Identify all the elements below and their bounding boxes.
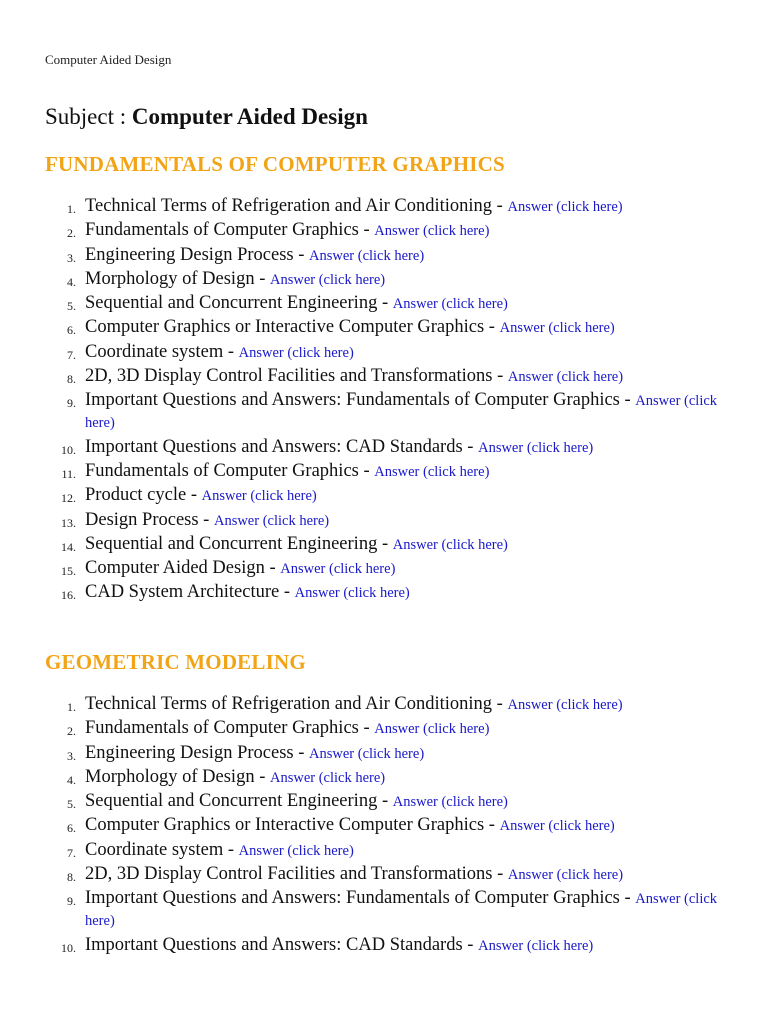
list-item: [0, 245, 768, 267]
answer-link[interactable]: Answer (click here): [499, 320, 615, 337]
item-number: 4.: [67, 772, 76, 787]
list-item: [0, 485, 768, 507]
item-number: 12.: [61, 491, 76, 506]
topic-list-geometric-modeling: [0, 694, 768, 959]
answer-link[interactable]: Answer (click here): [392, 794, 508, 811]
list-item: [0, 888, 768, 932]
item-title: Morphology of Design -: [85, 268, 270, 289]
answer-link[interactable]: Answer (click here): [309, 247, 425, 264]
list-item: [0, 510, 768, 532]
item-title: 2D, 3D Display Control Facilities and Transformations -: [85, 366, 508, 387]
item-number: 2.: [67, 226, 76, 241]
list-item: [0, 743, 768, 765]
item-number: 5.: [67, 797, 76, 812]
item-title: Important Questions and Answers: Fundamentals of Computer Graphics -: [85, 390, 636, 411]
item-title: Morphology of Design -: [85, 766, 270, 787]
answer-link[interactable]: Answer (click here): [374, 721, 490, 738]
item-title: 2D, 3D Display Control Facilities and Transformations -: [85, 864, 508, 885]
list-item: [0, 558, 768, 580]
topic-list-fundamentals: [0, 196, 768, 607]
item-number: 2.: [67, 724, 76, 739]
answer-link[interactable]: Answer (click here): [478, 937, 594, 954]
item-title: Engineering Design Process -: [85, 742, 310, 763]
list-item: [0, 196, 768, 218]
answer-link[interactable]: Answer (click here): [392, 536, 508, 553]
item-number: 5.: [67, 299, 76, 314]
answer-link[interactable]: Answer (click here): [507, 199, 623, 215]
answer-link[interactable]: Answer (click here): [374, 463, 490, 480]
item-number: 4.: [67, 274, 76, 289]
answer-link[interactable]: Answer (click here): [269, 271, 386, 288]
section-title-fundamentals: FUNDAMENTALS OF COMPUTER GRAPHICS: [45, 152, 505, 176]
subject-name: Computer Aided Design: [131, 104, 368, 129]
item-number: 13.: [61, 515, 76, 530]
list-item: [0, 694, 768, 716]
page-header: Computer Aided Design: [45, 52, 172, 67]
item-title: Coordinate system -: [85, 341, 239, 362]
item-number: 16.: [61, 588, 76, 603]
item-title: Important Questions and Answers: Fundamentals of Computer Graphics -: [85, 888, 636, 909]
list-item: [0, 791, 768, 813]
item-title: Fundamentals of Computer Graphics -: [85, 220, 375, 241]
list-item: [0, 317, 768, 339]
item-title: Engineering Design Process -: [85, 244, 310, 265]
item-number: 8.: [67, 870, 76, 885]
item-number: 14.: [61, 539, 76, 554]
list-item: [0, 767, 768, 789]
item-title: Technical Terms of Refrigeration and Air Conditioning -: [85, 196, 508, 216]
item-title: Design Process -: [85, 509, 214, 530]
item-number: 1.: [67, 700, 76, 714]
answer-link[interactable]: Answer (click here): [392, 296, 508, 313]
answer-link[interactable]: Answer (click here): [201, 488, 317, 505]
item-title: Fundamentals of Computer Graphics -: [85, 718, 375, 739]
item-title: Important Questions and Answers: CAD Standards -: [85, 934, 479, 955]
answer-link[interactable]: Answer (click here): [507, 867, 624, 884]
list-item: [0, 390, 768, 434]
answer-link[interactable]: Answer (click here): [294, 585, 410, 602]
list-item: [0, 293, 768, 315]
item-number: 9.: [67, 396, 76, 411]
subject-label: Subject :: [45, 104, 132, 129]
item-number: 3.: [67, 748, 76, 763]
list-item: [0, 718, 768, 740]
answer-link[interactable]: Answer (click here): [85, 891, 718, 930]
item-title: Computer Graphics or Interactive Computer Graphics -: [85, 815, 500, 836]
answer-link[interactable]: Answer (click here): [85, 393, 718, 432]
list-item: [0, 534, 768, 556]
item-title: Coordinate system -: [85, 839, 239, 860]
list-item: [0, 461, 768, 483]
answer-link[interactable]: Answer (click here): [507, 697, 623, 713]
list-item: [0, 935, 768, 957]
answer-link[interactable]: Answer (click here): [499, 818, 615, 835]
item-title: CAD System Architecture -: [85, 582, 295, 603]
item-number: 6.: [67, 821, 76, 836]
item-number: 10.: [61, 442, 76, 457]
item-title: Computer Aided Design -: [85, 558, 281, 579]
list-item: [0, 582, 768, 604]
item-number: 3.: [67, 250, 76, 265]
item-number: 11.: [61, 466, 76, 481]
item-title: Product cycle -: [85, 485, 202, 506]
item-number: 15.: [61, 564, 76, 579]
item-title: Sequential and Concurrent Engineering -: [85, 293, 393, 314]
item-number: 7.: [67, 845, 76, 860]
item-title: Sequential and Concurrent Engineering -: [85, 533, 393, 554]
list-item: [0, 815, 768, 837]
answer-link[interactable]: Answer (click here): [238, 344, 354, 361]
list-item: [0, 220, 768, 242]
list-item: [0, 342, 768, 364]
answer-link[interactable]: Answer (click here): [478, 439, 594, 456]
list-item: [0, 840, 768, 862]
answer-link[interactable]: Answer (click here): [269, 769, 386, 786]
section-title-geometric-modeling: GEOMETRIC MODELING: [45, 650, 306, 674]
item-number: 9.: [67, 894, 76, 909]
item-title: Sequential and Concurrent Engineering -: [85, 791, 393, 812]
item-title: Technical Terms of Refrigeration and Air Conditioning -: [85, 694, 508, 714]
answer-link[interactable]: Answer (click here): [374, 223, 490, 240]
answer-link[interactable]: Answer (click here): [213, 512, 330, 529]
item-number: 8.: [67, 372, 76, 387]
item-title: Important Questions and Answers: CAD Standards -: [85, 436, 479, 457]
list-item: [0, 437, 768, 459]
item-number: 1.: [67, 202, 76, 216]
answer-link[interactable]: Answer (click here): [238, 842, 354, 859]
subject-line: [45, 104, 368, 130]
item-title: Fundamentals of Computer Graphics -: [85, 460, 375, 481]
item-number: 10.: [61, 940, 76, 955]
answer-link[interactable]: Answer (click here): [309, 745, 425, 762]
list-item: [0, 366, 768, 388]
list-item: [0, 269, 768, 291]
answer-link[interactable]: Answer (click here): [280, 561, 396, 578]
list-item: [0, 864, 768, 886]
answer-link[interactable]: Answer (click here): [507, 369, 624, 386]
item-title: Computer Graphics or Interactive Computer Graphics -: [85, 317, 500, 338]
item-number: 6.: [67, 323, 76, 338]
item-number: 7.: [67, 347, 76, 362]
